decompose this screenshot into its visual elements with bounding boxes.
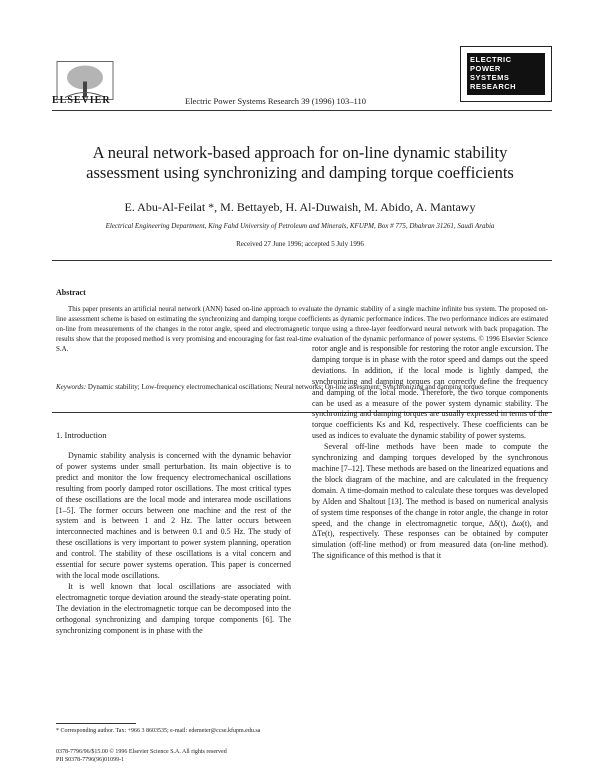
keywords-label: Keywords: bbox=[56, 383, 87, 391]
paragraph: Dynamic stability analysis is concerned with the dynamic behavior of power systems under small perturbation. Its main objective is to predict and monitor the low frequency electromechanical oscillations resulting from poorly damped rotor oscillations. The most critical types of these oscillations are the local mode and interarea mode oscillations [1–5]. The former occurs between one machine and the rest of the system and is between 1 and 2 Hz. The latter occurs between interconnected machines and is between 0.1 and 0.5 Hz. The study of these oscillations is very important to power system planning, operation and control. The stability of these oscillations is a vital concern and essential for secure power systems operation. This paper is concerned with the local mode oscillations. bbox=[56, 451, 291, 580]
journal-logo-line: RESEARCH bbox=[470, 82, 517, 91]
footnote-divider bbox=[56, 723, 136, 724]
keywords-list: Dynamic stability; Low-frequency electromechanical oscillations; Neural networks; On-line assessment; Synchronizing and damping torques bbox=[87, 383, 484, 391]
paper-title bbox=[50, 143, 550, 183]
pii-line: PII S0378-7796(96)01099-1 bbox=[56, 757, 125, 763]
journal-logo-line: POWER bbox=[470, 64, 501, 73]
left-column bbox=[56, 451, 291, 636]
affiliation: Electrical Engineering Department, King Fahd University of Petroleum and Minerals, KFUPM, Box # 775, Dhahran 31261, Saudi Arabia bbox=[105, 222, 495, 230]
section-heading: 1. Introduction bbox=[56, 430, 107, 440]
abstract-top-divider bbox=[52, 260, 552, 261]
title-line: assessment using synchronizing and damping torque coefficients bbox=[86, 163, 514, 182]
copyright-notice bbox=[56, 748, 296, 764]
abstract-heading: Abstract bbox=[56, 288, 86, 297]
journal-logo bbox=[460, 46, 552, 102]
publisher-name: ELSEVIER bbox=[52, 95, 111, 106]
corresponding-author-footnote: * Corresponding author. Tax: +966 3 8603535; e-mail: edemeter@ccse.kfupm.edu.sa bbox=[56, 728, 261, 734]
journal-logo-line: ELECTRIC bbox=[470, 55, 512, 64]
right-column bbox=[312, 344, 548, 562]
paragraph: rotor angle and is responsible for restoring the rotor angle excursion. The damping torque is in phase with the rotor speed and damps out the speed deviations. In addition, if the local mode is lightly damped, the synchronizing and damping torques can correctly define the frequency and damping of the local mode. Therefore, the two torque components can be used as a measure of the power system dynamic stability. The synchronizing and damping torques are usually expressed in terms of the torque coefficients Ks and Kd, respectively. These coefficients can be used as indices to evaluate the dynamic stability of power systems. bbox=[312, 344, 548, 441]
journal-logo-text bbox=[467, 53, 545, 95]
journal-reference: Electric Power Systems Research 39 (1996) 103–110 bbox=[185, 96, 366, 106]
paragraph: Several off-line methods have been made to compute the synchronizing and damping torques developed by the synchronous machine [7–12]. These methods are based on the linearized equations and the block diagram of the machine, and are calculated in the frequency domain. A time-domain method to calculate these torques was developed by Alden and Shaltout [13]. The method is based on numerical analysis of system time responses of the change in rotor angle, the change in rotor speed, and the change in electromagnetic torque, Δδ(t), Δω(t), and ΔTe(t), respectively. These responses can be obtained by computer simulation (off-line method) or from measured data (on-line method). The significance of this method is that it bbox=[312, 442, 548, 561]
authors: E. Abu-Al-Feilat *, M. Bettayeb, H. Al-Duwaish, M. Abido, A. Mantawy bbox=[124, 200, 476, 214]
paragraph: It is well known that local oscillations are associated with electromagnetic torque deviation around the steady-state operating point. The deviation in the electromagnetic torque can be decomposed into the orthogonal synchronizing and damping torque components [6]. The synchronizing component is in phase with the bbox=[56, 581, 291, 635]
received-date: Received 27 June 1996; accepted 5 July 1996 bbox=[236, 240, 364, 248]
journal-logo-line: SYSTEMS bbox=[470, 73, 510, 82]
title-line: A neural network-based approach for on-line dynamic stability bbox=[92, 143, 508, 162]
header-divider bbox=[52, 110, 552, 111]
copyright-line: 0378-7796/96/$15.00 © 1996 Elsevier Science S.A. All rights reserved bbox=[56, 749, 227, 755]
abstract-body: This paper presents an artificial neural network (ANN) based on-line approach to evaluate the dynamic stability of a single machine infinite bus system. The proposed on-line assessment scheme is based on estimating the synchronizing and damping torque coefficients as dynamic performance indices. The two performance indices are estimated on-line from measurements of the changes in the rotor angle, speed and electromagnetic torque using a three-layer feedforward neural network with back propagation. The results show that the proposed method is very promising and encouraging for fast real-time evaluation of the dynamic performance of power systems. © 1996 Elsevier Science S.A. bbox=[56, 305, 548, 353]
